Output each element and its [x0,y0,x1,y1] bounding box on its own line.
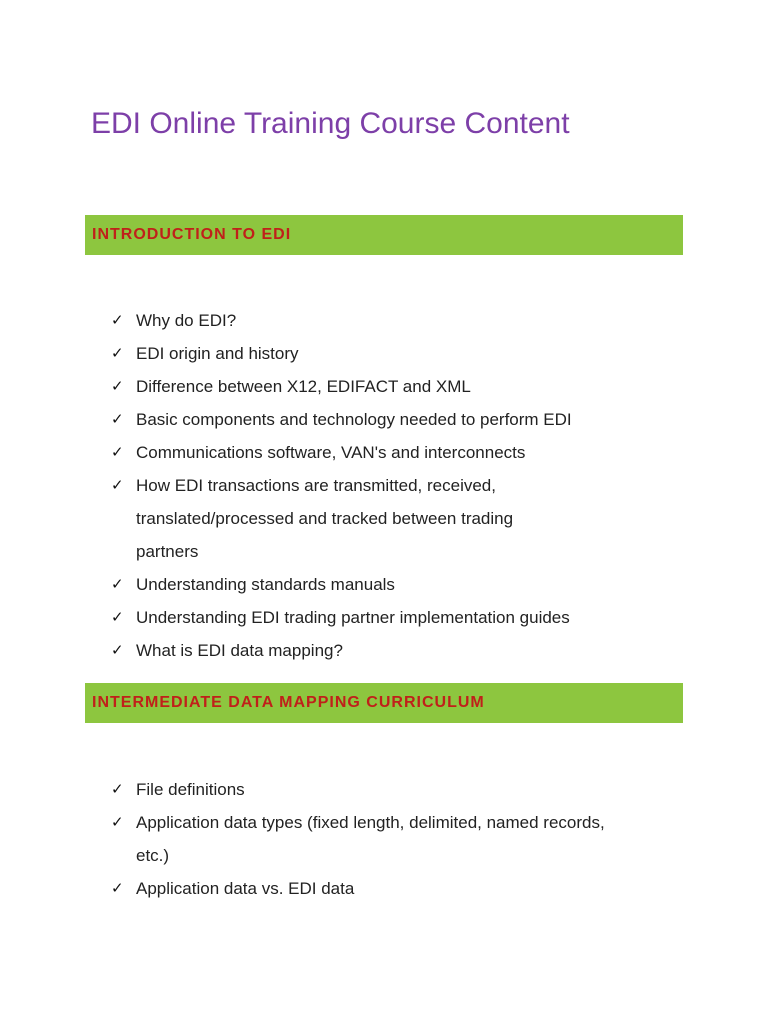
list-item [111,469,691,568]
check-icon: ✓ [111,608,124,626]
check-icon: ✓ [111,443,124,461]
list-item [111,337,691,370]
list-item [111,806,691,872]
list-item [111,436,691,469]
list-item [111,304,691,337]
list-item [111,568,691,601]
check-icon: ✓ [111,780,124,798]
page-title: EDI Online Training Course Content [91,107,570,140]
check-icon: ✓ [111,641,124,659]
list-item [111,634,691,667]
list-item-text: EDI origin and history [136,344,299,363]
list-item-text: Difference between X12, EDIFACT and XML [136,377,471,396]
list-item [111,773,691,806]
check-icon: ✓ [111,410,124,428]
intermediate-topic-list [111,773,691,905]
list-item-text: Basic components and technology needed to perform EDI [136,410,572,429]
list-item [111,601,691,634]
list-item-text: Application data vs. EDI data [136,879,355,898]
list-item-text: Why do EDI? [136,311,237,330]
list-item [111,872,691,905]
list-item [111,403,691,436]
check-icon: ✓ [111,311,124,329]
list-item-text: How EDI transactions are transmitted, received, translated/processed and tracked between trading partners [136,476,514,561]
list-item [111,370,691,403]
section-header-introduction [85,215,683,255]
check-icon: ✓ [111,813,124,831]
check-icon: ✓ [111,377,124,395]
check-icon: ✓ [111,476,124,494]
list-item-text: Understanding standards manuals [136,575,395,594]
list-item-text: File definitions [136,780,245,799]
check-icon: ✓ [111,879,124,897]
list-item-text: Communications software, VAN's and interconnects [136,443,526,462]
check-icon: ✓ [111,575,124,593]
list-item-text: What is EDI data mapping? [136,641,343,660]
section-header-intermediate-mapping [85,683,683,723]
section-heading: INTRODUCTION TO EDI [92,226,292,243]
list-item-text: Application data types (fixed length, delimited, named records, etc.) [136,813,605,865]
list-item-text: Understanding EDI trading partner implementation guides [136,608,570,627]
check-icon: ✓ [111,344,124,362]
introduction-topic-list [111,304,691,667]
section-heading: INTERMEDIATE DATA MAPPING CURRICULUM [92,694,485,711]
